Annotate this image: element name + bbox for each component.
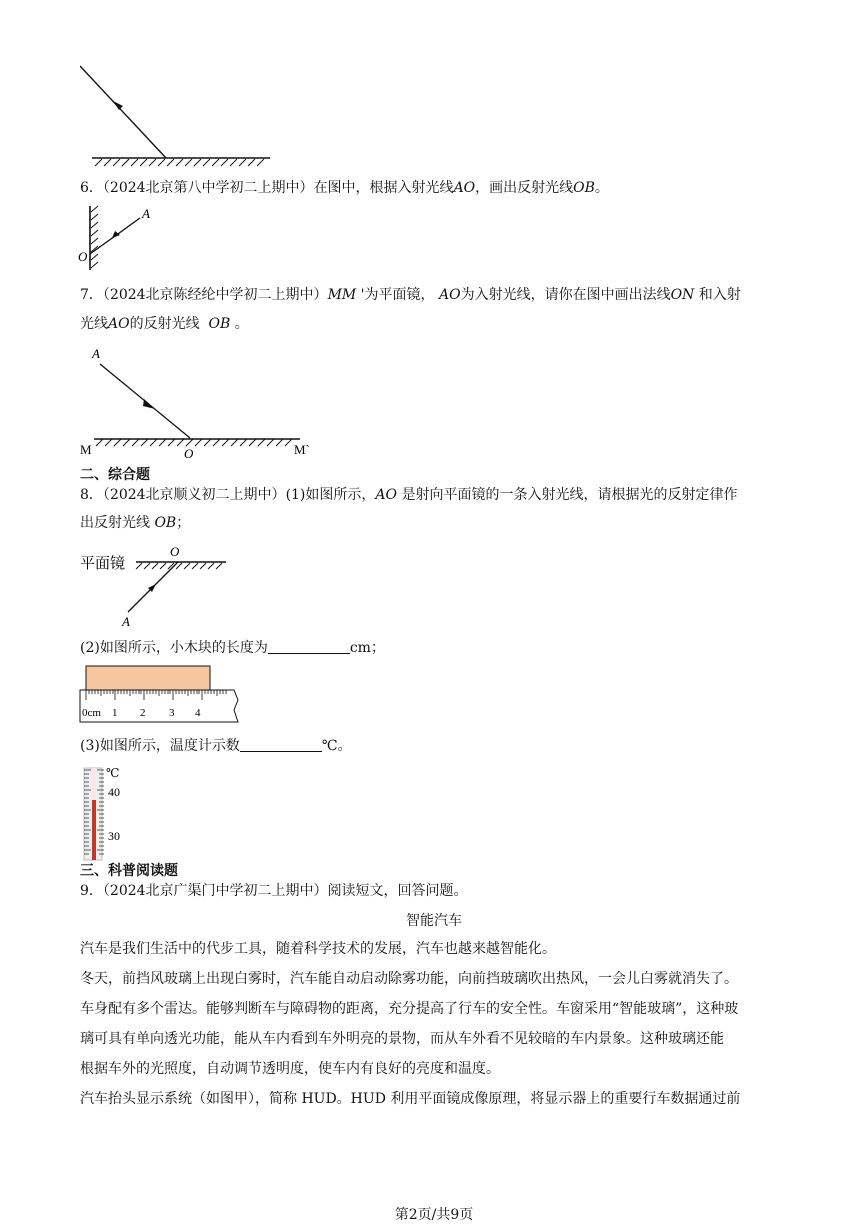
question-6-text	[80, 178, 609, 198]
ruler-tick-2: 2	[140, 707, 146, 719]
article-paragraph: 车身配有多个雷达。能够判断车与障碍物的距离，充分提高了行车的安全性。车窗采用“智能玻璃”，这种玻	[80, 1001, 739, 1017]
q9-text: 阅读短文，回答问题。	[327, 883, 468, 899]
page-number: 第2页/共9页	[394, 1207, 474, 1223]
q7-text: 光线	[80, 316, 108, 332]
q7-text: 为入射光线，请你在图中画出法线	[460, 287, 671, 303]
q7-ao: AO	[108, 316, 130, 332]
question-8-text-line1	[80, 485, 737, 505]
q7-ao: AO	[438, 287, 461, 303]
label-o: O	[78, 249, 88, 264]
question-source: （2024北京陈经纶中学初二上期中）	[102, 287, 328, 303]
answer-blank-temperature[interactable]	[240, 737, 322, 752]
thermometer-tick-30: 30	[108, 829, 120, 843]
article-title: 智能汽车	[406, 913, 462, 929]
q8-ao: AO	[375, 487, 397, 503]
ruler-tick-3: 3	[169, 707, 175, 719]
incident-ray-ao	[128, 562, 178, 612]
q6-end: 。	[594, 180, 609, 196]
thermometer-liquid	[92, 800, 96, 860]
q8-part2-text	[80, 638, 385, 658]
q7-figure	[78, 342, 328, 462]
q6-ao: AO	[453, 180, 476, 196]
article-paragraph: 根据车外的光照度，自动调节透明度，使车内有良好的亮度和温度。	[80, 1061, 500, 1077]
q8-ob: OB	[154, 515, 177, 531]
ruler-tick-0: 0cm	[82, 707, 101, 719]
q6-figure	[76, 204, 166, 276]
thermometer-figure	[78, 762, 138, 862]
q8-mirror-figure	[78, 540, 238, 632]
article-paragraph: 汽车抬头显示系统（如图甲），简称 HUD。HUD 利用平面镜成像原理，将显示器上的重要行车数据通过前	[80, 1091, 741, 1107]
q6-ob: OB	[573, 180, 595, 196]
horizontal-mirror	[136, 562, 226, 569]
question-9-text	[80, 881, 468, 901]
incident-ray-ao	[90, 218, 140, 254]
q7-ob: OB	[208, 316, 231, 332]
ruler-tick-4: 4	[195, 707, 201, 719]
q7-text: 为平面镜，	[364, 287, 435, 303]
q7-on: ON	[670, 287, 695, 303]
question-source: （2024北京广渠门中学初二上期中）	[102, 883, 328, 899]
section-3-title: 三、科普阅读题	[80, 863, 178, 879]
ruler	[80, 690, 238, 722]
label-a: A	[122, 614, 130, 629]
question-source: （2024北京第八中学初二上期中）	[102, 180, 314, 196]
label-m-prime: M`	[294, 442, 310, 457]
q8-text: 是射向平面镜的一条入射光线，请根据光的反射定律作	[401, 487, 738, 503]
article-paragraph: 汽车是我们生活中的代步工具，随着科学技术的发展，汽车也越来越智能化。	[80, 941, 556, 957]
section-2-title: 二、综合题	[80, 467, 150, 483]
q8-part2-prompt: (2)如图所示，小木块的长度为	[80, 640, 268, 656]
wood-block	[86, 666, 210, 690]
question-number: 9．	[80, 883, 103, 899]
q6-text: ，画出反射光线	[475, 180, 574, 196]
question-7-text-line1	[80, 285, 741, 305]
label-o: O	[184, 446, 194, 461]
label-m: M	[80, 442, 92, 457]
answer-blank-length[interactable]	[268, 639, 350, 654]
question-source: （2024北京顺义初二上期中）	[102, 487, 286, 503]
q8-part3-text	[80, 736, 352, 756]
q6-text: 在图中，根据入射光线	[313, 180, 454, 196]
q7-text: 和入射	[698, 287, 741, 303]
q7-mm: MM '	[327, 287, 365, 303]
q8-part3-unit: ℃。	[321, 738, 352, 754]
q8-text: ；	[176, 515, 191, 531]
thermometer-tick-40: 40	[108, 785, 120, 799]
mirror-mm	[94, 439, 300, 446]
q8-text: (1)如图所示，	[285, 487, 376, 503]
question-number: 8．	[80, 487, 103, 503]
mirror-surface	[92, 158, 270, 166]
question-number: 6．	[80, 180, 103, 196]
q7-end: 。	[234, 316, 249, 332]
vertical-mirror	[90, 206, 98, 270]
question-8-text-line2	[80, 513, 190, 533]
mirror-label: 平面镜	[80, 556, 126, 572]
incident-ray-ao	[100, 364, 190, 438]
q8-part2-unit: cm；	[349, 640, 385, 656]
question-7-text-line2	[80, 314, 249, 334]
ruler-figure	[78, 664, 248, 728]
q7-text: 的反射光线	[129, 316, 200, 332]
label-a: A	[142, 206, 150, 221]
label-a: A	[92, 346, 100, 361]
ruler-tick-1: 1	[112, 707, 118, 719]
incident-ray	[80, 66, 166, 158]
thermometer	[84, 768, 104, 860]
label-o: O	[170, 544, 180, 559]
question-number: 7．	[80, 287, 103, 303]
thermometer-unit: ℃	[106, 766, 120, 780]
article-paragraph: 冬天，前挡风玻璃上出现白雾时，汽车能自动启动除雾功能，向前挡玻璃吹出热风，一会儿白雾就消失了。	[80, 971, 738, 987]
top-mirror-figure	[80, 60, 280, 170]
article-paragraph: 璃可具有单向透光功能，能从车内看到车外明亮的景物，而从车外看不见较暗的车内景象。这种玻璃还能	[80, 1031, 724, 1047]
q8-text: 出反射光线	[80, 515, 150, 531]
q8-part3-prompt: (3)如图所示，温度计示数	[80, 738, 240, 754]
